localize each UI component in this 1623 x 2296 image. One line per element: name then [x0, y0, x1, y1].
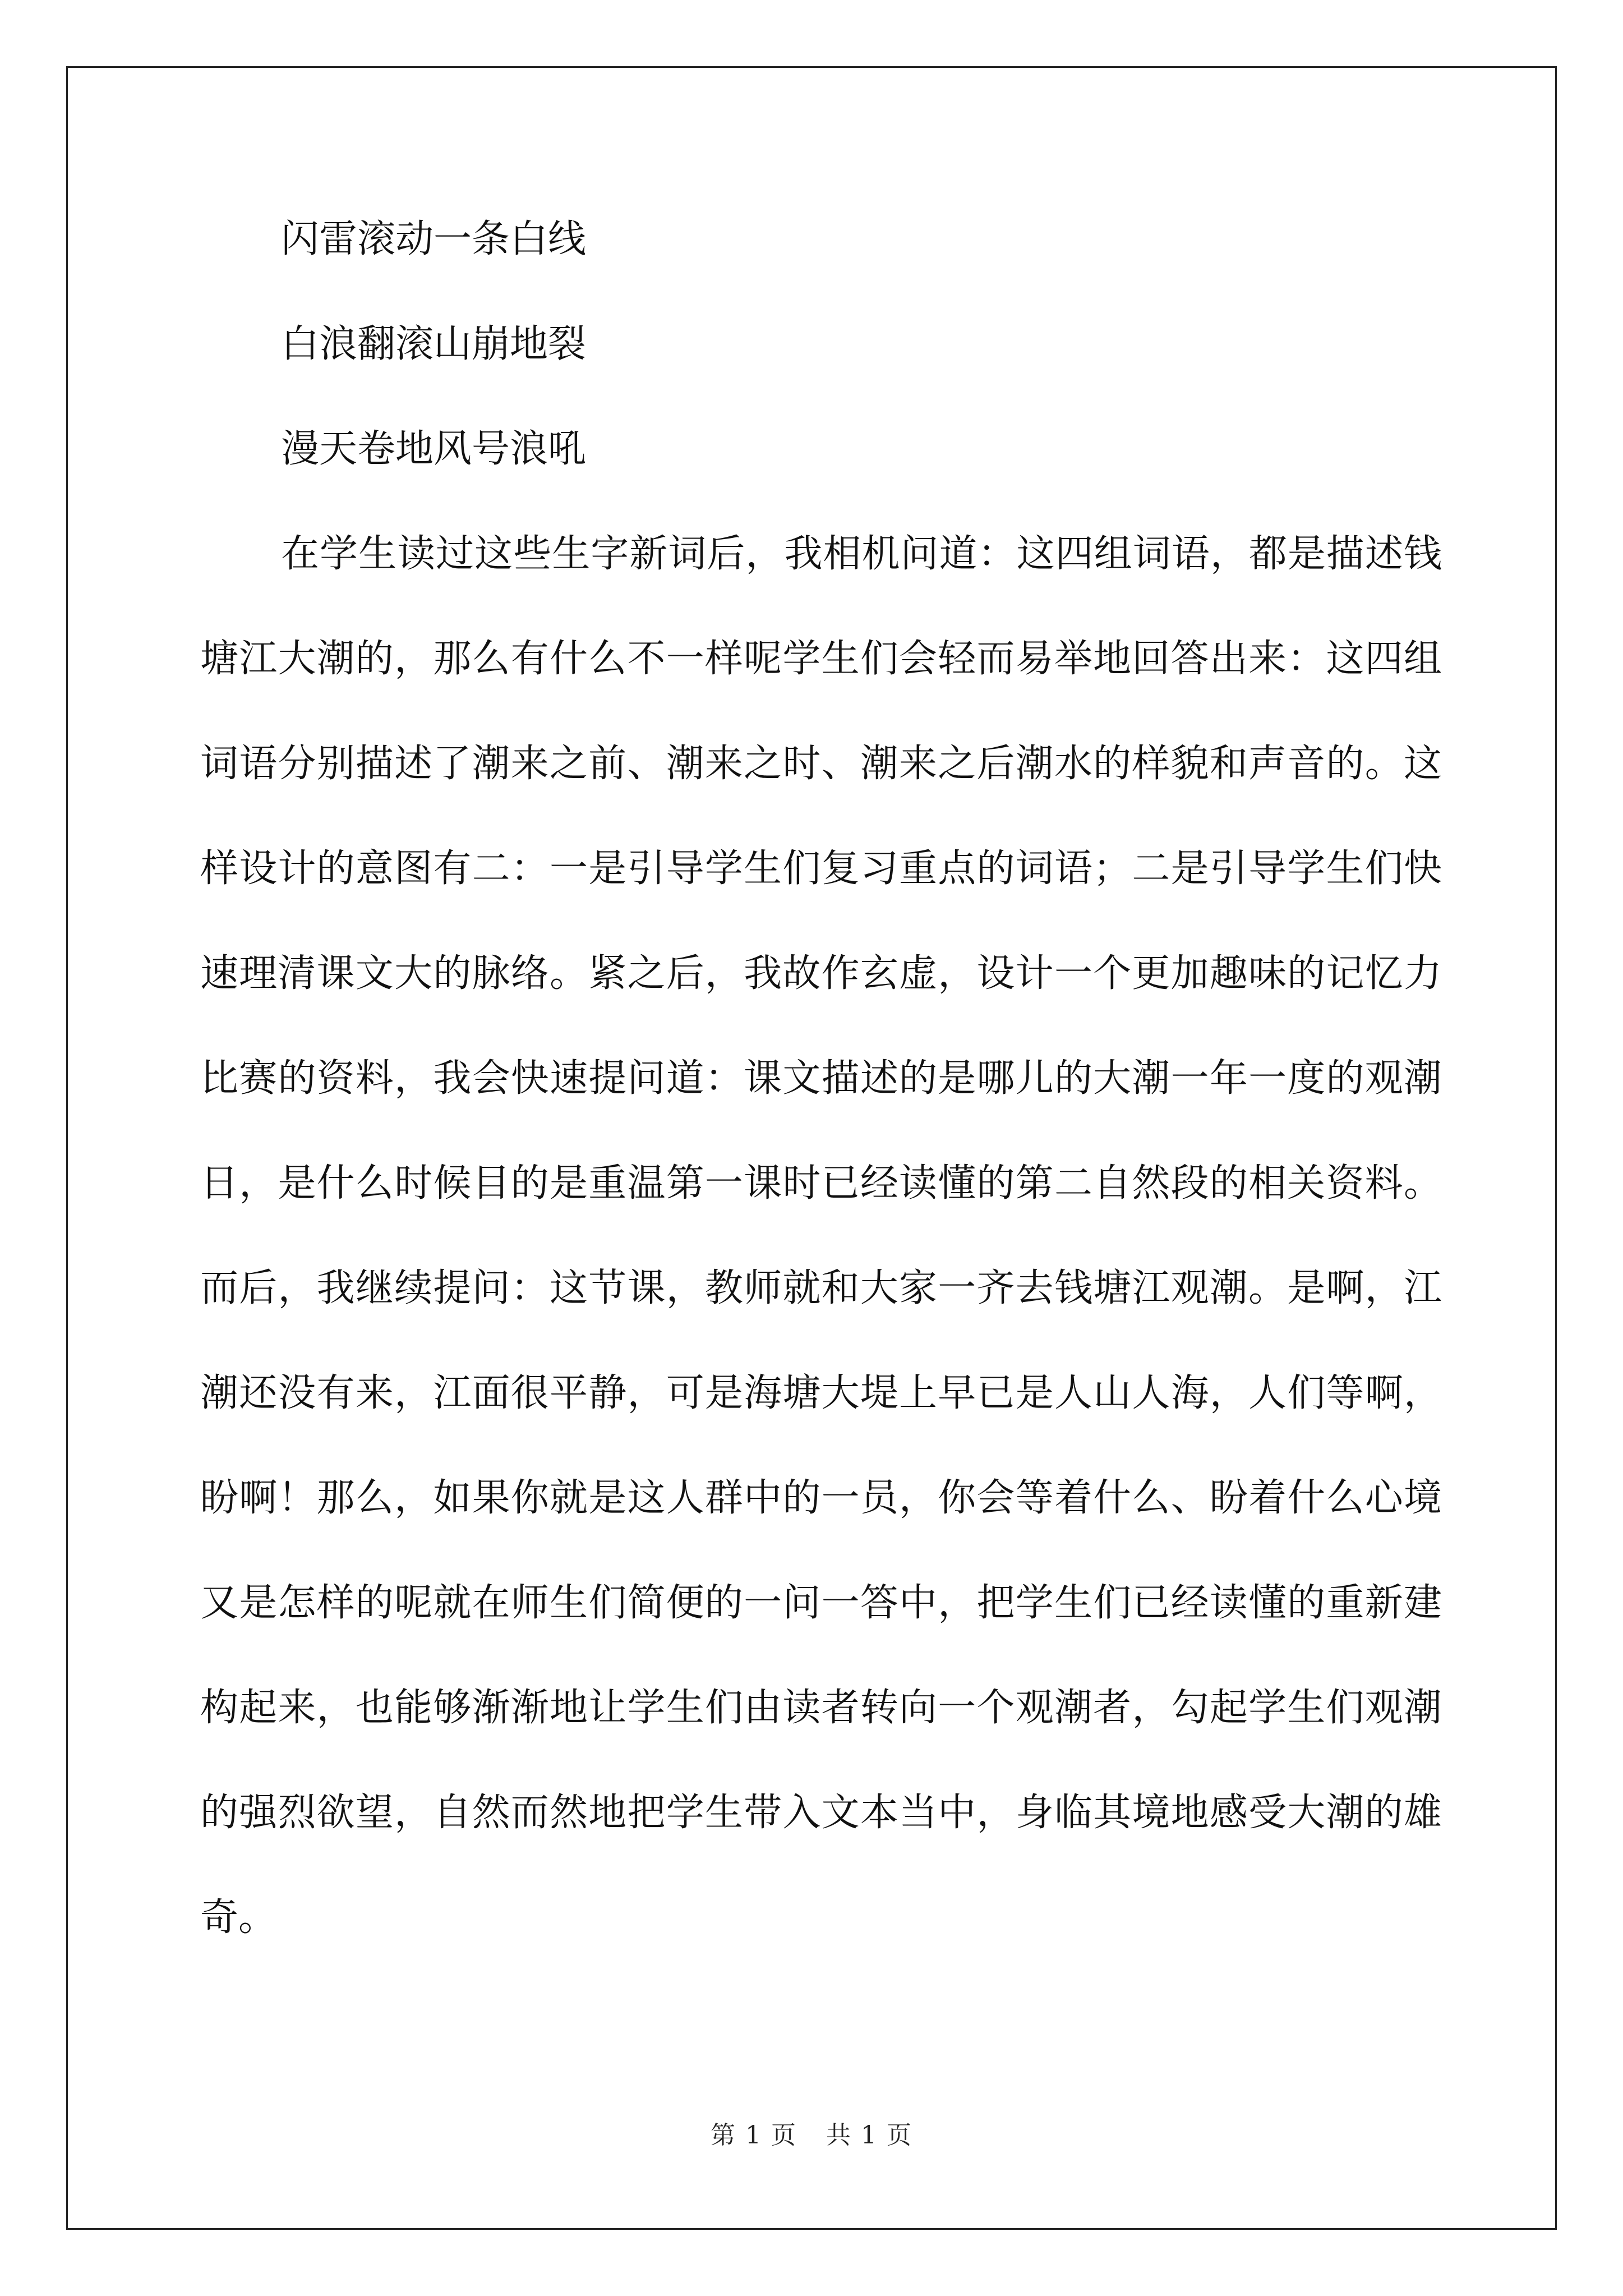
page-footer	[0, 2115, 1623, 2151]
verse-line-2: 白浪翻滚山崩地裂	[281, 322, 587, 366]
page-number: 第 1 页	[711, 2121, 797, 2150]
verse-line-1: 闪雷滚动一条白线	[281, 217, 587, 261]
body-paragraph: 在学生读过这些生字新词后，我相机问道：这四组词语，都是描述钱塘江大潮的，那么有什么不一样呢学生们会轻而易举地回答出来：这四组词语分别描述了潮来之前、潮来之时、潮来之后潮水的样貌和声音的。这样设计的意图有二：一是引导学生们复习重点的词语；二是引导学生们快速理清课文大的脉络。紧之后，我故作玄虚，设计一个更加趣味的记忆力比赛的资料，我会快速提问道：课文描述的是哪儿的大潮一年一度的观潮日，是什么时候目的是重温第一课时已经读懂的第二自然段的相关资料。而后，我继续提问：这节课，教师就和大家一齐去钱塘江观潮。是啊，江潮还没有来，江面很平静，可是海塘大堤上早已是人山人海，人们等啊，盼啊！那么，如果你就是这人群中的一员，你会等着什么、盼着什么心境又是怎样的呢就在师生们简便的一问一答中，把学生们已经读懂的重新建构起来，也能够渐渐地让学生们由读者转向一个观潮者，勾起学生们观潮的强烈欲望，自然而然地把学生带入文本当中，身临其境地感受大潮的雄奇。	[200, 532, 1442, 1940]
document-body	[200, 213, 1442, 1970]
verse-line-3: 漫天卷地风号浪吼	[281, 427, 587, 471]
page-total: 共 1 页	[826, 2121, 912, 2150]
